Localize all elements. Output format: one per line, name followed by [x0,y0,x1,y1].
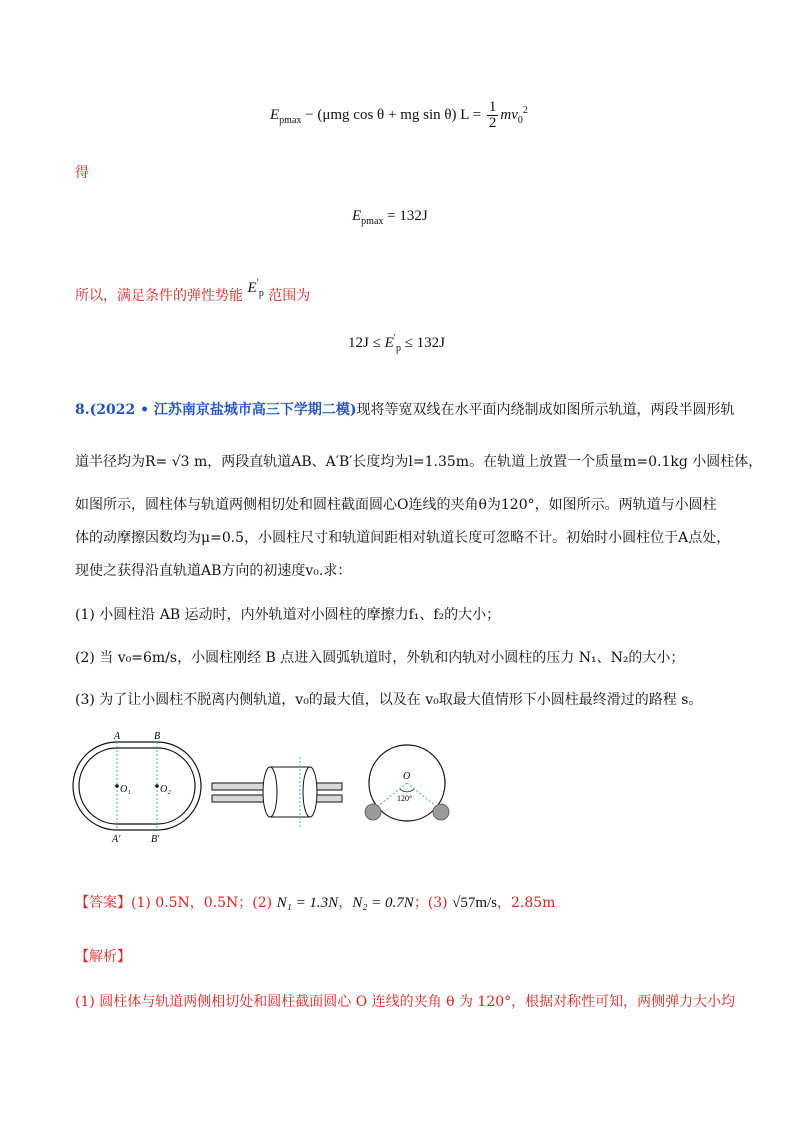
label-o1: O₁ [120,784,131,795]
problem-line-4: 体的动摩擦因数均为μ=0.5，小圆柱尺寸和轨道间距相对轨道长度可忽略不计。初始时小圆柱位于A点处， [75,530,731,546]
energy-equation [270,100,528,131]
range-sup: ′ [393,333,396,344]
answer-sep: ， [338,895,353,911]
label-b: B [154,731,161,742]
label-o: O [403,771,411,782]
track-diagram [72,730,202,850]
problem-source: 8.(2022 • 江苏南京盐城市高三下学期二模) [75,402,357,418]
eq1-frac-den: 2 [488,115,497,131]
answer-text-2: ；(3) [413,895,453,911]
question-3: (3) 为了让小圆柱不脱离内侧轨道，v₀的最大值，以及在 v₀取最大值情形下小圆柱最终滑过的路程 s。 [75,692,703,708]
label-o2: O₂ [160,784,171,795]
eq2-rhs: = 132J [383,208,428,224]
answer-n2: N₂ = 0.7N [352,895,414,911]
cylinder-side-diagram [210,755,345,830]
range-sub: p [395,343,401,354]
eq1-rhs-sup: 2 [522,104,528,116]
eq1-rhs-sub: 0 [517,114,523,126]
conclusion-line [75,278,311,312]
eq1-frac-num: 1 [488,99,497,115]
problem-line-5: 现使之获得沿直轨道AB方向的初速度v₀.求： [75,563,352,579]
de-label: 得 [75,165,89,181]
eq2-lhs: E [352,208,362,224]
problem-line-2: 道半径均为R= √3 m，两段直轨道AB、A′B′长度均为l=1.35m。在轨道上放置一个质量m=0.1kg 小圆柱体， [75,454,763,470]
answer-tag: 【答案】 [75,895,131,911]
epmax-equation [352,208,428,227]
answer-n1: N₁ = 1.3N [276,895,339,911]
eq1-rhs: mv [500,106,518,123]
range-var: E [384,335,394,351]
label-angle: 120° [397,794,413,803]
eq1-lhs-sub: pmax [279,114,302,126]
answer-text-1: (1) 0.5N，0.5N；(2) [131,895,277,911]
problem-line-1 [75,400,735,420]
answer-v: √57m/s [452,895,497,911]
eq1-fraction [487,100,499,131]
label-a-prime: A′ [112,834,121,845]
question-1: (1) 小圆柱沿 AB 运动时，内外轨道对小圆柱的摩擦力f₁、f₂的大小； [75,607,501,623]
cross-section-diagram [360,735,455,835]
range-right: ≤ 132J [400,335,446,351]
label-a: A [114,731,121,742]
range-inequality [348,333,445,354]
eq1-mid: − (μmg cos θ + mg sin θ) L = [301,106,485,123]
conclusion-suffix: 范围为 [268,288,311,304]
analysis-line-1: (1) 圆柱体与轨道两侧相切处和圆柱截面圆心 O 连线的夹角 θ 为 120°，根据对称性可知，两侧弹力大小均 [75,994,736,1010]
eq2-sub: pmax [361,216,384,227]
answer-text-3: ，2.85m [497,895,556,911]
question-2: (2) 当 v₀=6m/s，小圆柱刚经 B 点进入圆弧轨道时，外轨和内轨对小圆柱的压力 N₁、N₂的大小； [75,650,685,666]
problem-text-1: 现将等宽双线在水平面内绕制成如图所示轨道，两段半圆形轨 [356,402,735,418]
conclusion-prefix: 所以，满足条件的弹性势能 [75,288,243,304]
analysis-tag: 【解析】 [75,949,131,965]
answer-line [75,893,555,913]
conclusion-var: $E'_p$ [247,278,264,299]
label-b-prime: B′ [151,834,160,845]
problem-line-3: 如图所示，圆柱体与轨道两侧相切处和圆柱截面圆心O连线的夹角θ为120°，如图所示。两轨道与小圆柱 [75,497,717,513]
range-left: 12J ≤ [348,335,385,351]
eq1-lhs: E [270,106,280,123]
